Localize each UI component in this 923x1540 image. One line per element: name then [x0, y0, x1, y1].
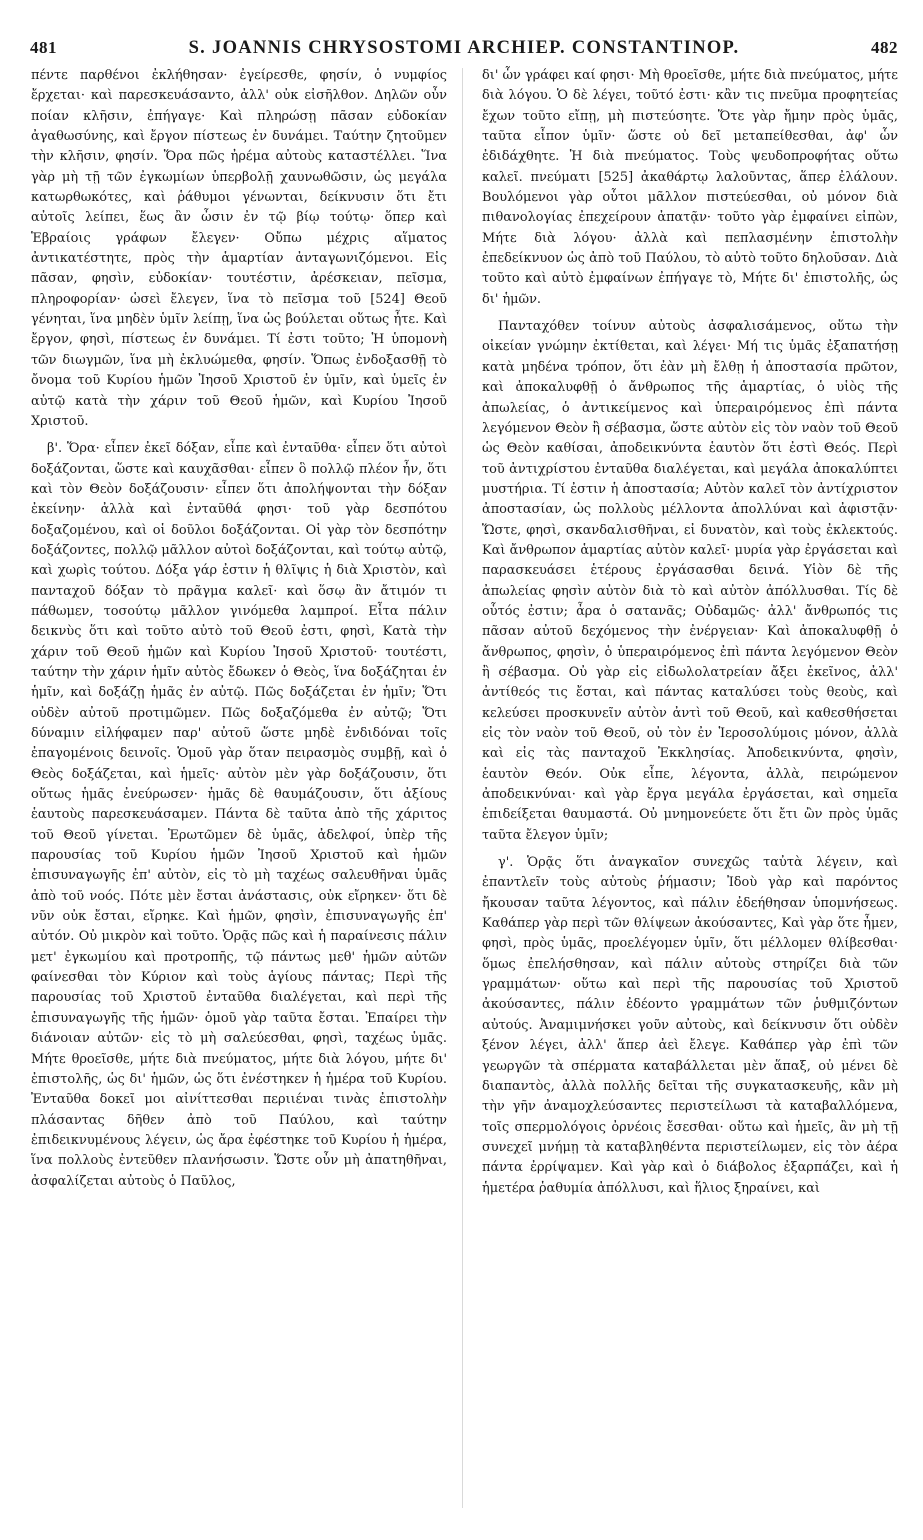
right-paragraph-1: δι' ὧν γράφει καί φησι· Μὴ θροεῖσθε, μήτε διὰ πνεύματος, μήτε διὰ λόγου. Ὁ δὲ λέγει, τοῦτό ἐστι· κἂν τις πνεῦμα προφητείας ἔχων τοῦτο εἴπῃ, μὴ πιστεύσητε. Ὅτε γὰρ ἤμην πρὸς ὑμᾶς, ταῦτα εἶπον ὑμῖν· ὥστε οὐ δεῖ μεταπείθεσθαι, ἀφ' ὧν ἐδιδάχθητε. Ἡ διὰ πνεύματος. Τοὺς ψευδοπροφήτας οὕτω καλεῖ. πνεύματι [525] ἀκαθάρτῳ λαλοῦντας, ἅπερ ἐλάλουν. Βουλόμενοι γὰρ οὗτοι μᾶλλον πιστεύεσθαι, οὐ μόνον διὰ πιθανολογίας ἐπεχείρουν ἀπατᾷν· τοῦτο γὰρ ἐμφαίνει εἰπὼν, Μήτε διὰ λόγου· ἀλλὰ καὶ πεπλασμένην ἐπιστολὴν ἐπεδείκνυον ὡς ἀπὸ τοῦ Παύλου, τὸ αὐτὸ τοῦτο δηλοῦσαν. Διὰ τοῦτο καὶ αὐτὸ ἐμφαίνων ἐπήγαγε τὸ, Μήτε δι' ἐπιστολῆς, ὡς δι' ἡμῶν. — [482, 68, 898, 307]
running-header — [30, 34, 898, 62]
right-paragraph-3: γ'. Ὁρᾷς ὅτι ἀναγκαῖον συνεχῶς ταὐτὰ λέγειν, καὶ ἐπαντλεῖν τοὺς αὐτοὺς ῥήμασιν; Ἰδοὺ γὰρ καὶ παρόντος ἤκουσαν ταῦτα λέγοντος, καὶ πάλιν ἐδεήθησαν ὑπομνήσεως. Καθάπερ γὰρ περὶ τῶν θλίψεων ἀκούσαντες, Καὶ γὰρ ὅτε ἦμεν, φησὶ, πρὸς ὑμᾶς, προελέγομεν ὑμῖν, ὅτι μέλλομεν θλίβεσθαι· ὅμως ἐπελήσθησαν, καὶ πάλιν αὐτοὺς στηρίζει διὰ τῶν γραμμάτων· οὕτω καὶ περὶ τῆς παρουσίας τοῦ Χριστοῦ ἀκούσαντες, πάλιν ἐδέοντο γραμμάτων τῶν ῥυθμιζόντων αὐτούς. Ἀναμιμνήσκει γοῦν αὐτοὺς, καὶ δείκνυσιν ὅτι οὐδὲν ξένον λέγει, ἀλλ' ἅπερ ἀεὶ ἔλεγε. Καθάπερ γὰρ ἐπὶ τῶν γεωργῶν τὰ σπέρματα καταβάλλεται μὲν ἅπαξ, οὐ μένει δὲ διαπαντὸς, ἀλλὰ πολλῆς δεῖται τῆς συγκατασκευῆς, κἂν μὴ τὴν γῆν ἀναμοχλεύσαντες περιστείλωσι τὰ καταβαλλόμενα, τοῖς σπερμολόγοις ὀρνέοις ἔσεσθαι· οὕτω καὶ ἡμεῖς, ἂν μὴ τῇ συνεχεῖ μνήμῃ τὰ καταβληθέντα περιστείλωμεν, εἰς τὸν ἀέρα πάντα ἐρρίψαμεν. Καὶ γὰρ καὶ ὁ διάβολος ἐξαρπάζει, καὶ ἡ ἡμετέρα ῥαθυμία ἀπόλλυσι, καὶ ἥλιος ξηραίνει, καὶ — [482, 855, 898, 1196]
left-text-column — [31, 66, 447, 1192]
column-divider — [462, 68, 463, 1508]
right-paragraph-2: Πανταχόθεν τοίνυν αὐτοὺς ἀσφαλισάμενος, οὕτω τὴν οἰκείαν γνώμην ἐκτίθεται, καὶ λέγει· Μή τις ὑμᾶς ἐξαπατήσῃ κατὰ μηδένα τρόπον, ὅτι ἐὰν μὴ ἔλθῃ ἡ ἀποστασία πρῶτον, καὶ ἀποκαλυφθῇ ὁ ἄνθρωπος τῆς ἁμαρτίας, ὁ υἱὸς τῆς ἀπωλείας, ὁ ἀντικείμενος καὶ ὑπεραιρόμενος ἐπὶ πάντα λεγόμενον Θεὸν ἢ σέβασμα, ὥστε αὐτὸν εἰς τὸν ναὸν τοῦ Θεοῦ ὡς Θεὸν καθίσαι, ἀποδεικνύντα ἑαυτὸν ὅτι ἐστὶ Θεός. Περὶ τοῦ ἀντιχρίστου ἐνταῦθα διαλέγεται, καὶ μεγάλα ἀποκαλύπτει μυστήρια. Τί ἐστιν ἡ ἀποστασία; Αὐτὸν καλεῖ τὸν ἀντίχριστον ἀποστασίαν, ὡς πολλοὺς μέλλοντα ἀπολλύναι καὶ ἀφιστᾷν· Ὥστε, φησὶ, σκανδαλισθῆναι, εἰ δυνατὸν, καὶ τοὺς ἐκλεκτούς. Καὶ ἄνθρωπον ἁμαρτίας αὐτὸν καλεῖ· μυρία γὰρ ἐργάσεται καὶ παρασκευάσει ἑτέρους ἐργάσασθαι δεινά. Υἱὸν δὲ τῆς ἀπωλείας φησὶν αὐτὸν διὰ τὸ καὶ αὐτὸν ἀπόλλυσθαι. Τίς δὲ οὗτός ἐστιν; ἆρα ὁ σατανᾶς; Οὐδαμῶς· ἀλλ' ἄνθρωπός τις πᾶσαν αὐτοῦ δεχόμενος τὴν ἐνέργειαν· Καὶ ἀποκαλυφθῇ ὁ ἄνθρωπος, φησὶν, ὁ ὑπεραιρόμενος ἐπὶ πάντα λεγόμενον Θεὸν ἢ σέβασμα. Οὐ γὰρ εἰς εἰδωλολατρείαν ἄξει ἐκεῖνος, ἀλλ' ἀντίθεός τις ἔσται, καὶ πάντας καταλύσει τοὺς θεοὺς, καὶ κελεύσει προσκυνεῖν αὐτὸν ἀντὶ τοῦ Θεοῦ, καὶ καθεσθήσεται εἰς τὸν ναὸν τοῦ Θεοῦ, οὐ τὸν ἐν Ἱεροσολύμοις μόνον, ἀλλὰ καὶ εἰς τὰς πανταχοῦ Ἐκκλησίας. Ἀποδεικνύντα, φησὶν, ἑαυτὸν Θεόν. Οὐκ εἶπε, λέγοντα, ἀλλὰ, πειρώμενον ἀποδεικνύναι· καὶ γὰρ ἔργα μεγάλα ἐργάσεται, καὶ σημεῖα ἐπιδείξεται θαυμαστά. Οὐ μνημονεύετε ὅτι ἔτι ὢν πρὸς ὑμᾶς ταῦτα ἔλεγον ὑμῖν; — [482, 319, 898, 843]
right-text-column — [482, 66, 898, 1199]
left-paragraph-2: β'. Ὅρα· εἶπεν ἐκεῖ δόξαν, εἶπε καὶ ἐνταῦθα· εἶπεν ὅτι αὐτοὶ δοξάζονται, ὥστε καὶ καυχᾶσθαι· εἶπεν ὃ πολλῷ πλέον ἦν, ὅτι καὶ τὸν Θεὸν δοξάζουσιν· εἶπεν ὅτι ἀπολήψονται τὴν δόξαν ἐκείνην· ἀλλὰ καὶ ἐνταῦθά φησι· τοῦ γὰρ δεσπότου δοξαζομένου, καὶ οἱ δοῦλοι δοξάζονται. Οἱ γὰρ τὸν δεσπότην δοξάζοντες, πολλῷ μᾶλλον αὐτοὶ δοξάζονται, καὶ τούτῳ αὐτῷ, καὶ χωρὶς τούτου. Δόξα γάρ ἐστιν ἡ θλῖψις ἡ διὰ Χριστὸν, καὶ πανταχοῦ δόξαν τὸ πρᾶγμα καλεῖ· καὶ ὅσῳ ἂν ἄτιμόν τι πάθωμεν, τοσούτῳ μᾶλλον γινόμεθα λαμπροί. Εἶτα πάλιν δεικνὺς ὅτι καὶ τοῦτο αὐτὸ τοῦ Θεοῦ ἐστι, φησὶ, Κατὰ τὴν χάριν τοῦ Θεοῦ ἡμῶν καὶ Κυρίου Ἰησοῦ Χριστοῦ· τουτέστι, ταύτην τὴν χάριν ἡμῖν αὐτὸς ἔδωκεν ὁ Θεὸς, ἵνα δοξάζηται ἐν ἡμῖν, καὶ δοξάζῃ ἡμᾶς ἐν αὐτῷ. Πῶς δοξάζεται ἐν ἡμῖν; Ὅτι οὐδὲν αὐτοῦ προτιμῶμεν. Πῶς δοξαζόμεθα ἐν αὐτῷ; Ὅτι δύναμιν εἰλήφαμεν παρ' αὐτοῦ ὥστε μηδὲ ἐνδιδόναι τοῖς ἐπαγομένοις δεινοῖς. Ὁμοῦ γὰρ ὅταν πειρασμὸς συμβῇ, καὶ ὁ Θεὸς δοξάζεται, καὶ ἡμεῖς· αὐτὸν μὲν γὰρ δοξάζουσιν, ὅτι οὕτως ἡμᾶς ἐνεύρωσεν· ἡμᾶς δὲ θαυμάζουσιν, ὅτι ἀξίους ἑαυτοὺς παρεσκευάσαμεν. Πάντα δὲ ταῦτα ἀπὸ τῆς χάριτος τοῦ Θεοῦ γίνεται. Ἐρωτῶμεν δὲ ὑμᾶς, ἀδελφοί, ὑπὲρ τῆς παρουσίας τοῦ Κυρίου ἡμῶν Ἰησοῦ Χριστοῦ καὶ ἡμῶν ἐπισυναγωγῆς ἐπ' αὐτὸν, εἰς τὸ μὴ ταχέως σαλευθῆναι ὑμᾶς ἀπὸ τοῦ νοός. Πότε μὲν ἔσται ἀνάστασις, οὐκ εἴρηκεν· ὅτι δὲ νῦν οὐκ ἔσται, εἴρηκε. Καὶ ἡμῶν, φησὶν, ἐπισυναγωγῆς ἐπ' αὐτόν. Οὐ μικρὸν καὶ τοῦτο. Ὁρᾷς πῶς καὶ ἡ παραίνεσις πάλιν μετ' ἐγκωμίου καὶ προτροπῆς, τῷ πάντως μεθ' ἡμῶν αὐτῶν φαίνεσθαι τὸν Κύριον καὶ τοὺς ἁγίους πάντας; Περὶ τῆς παρουσίας τοῦ Χριστοῦ ἐνταῦθα διαλέγεται, καὶ περὶ τῆς ἐπισυναγωγῆς τῆς ἡμῶν· ὁμοῦ γὰρ ταῦτα ἔσται. Ἐπαίρει τὴν διάνοιαν αὐτῶν· εἰς τὸ μὴ σαλεύεσθαι, φησὶ, ταχέως ὑμᾶς. Μήτε θροεῖσθε, μήτε διὰ πνεύματος, μήτε διὰ λόγου, μήτε δι' ἐπιστολῆς, ὡς δι' ἡμῶν, ὡς ὅτι ἐνέστηκεν ἡ ἡμέρα τοῦ Κυρίου. Ἐνταῦθα δοκεῖ μοι αἰνίττεσθαι περιιέναι τινὰς ἐπιστολὴν πλάσαντας δῆθεν ἀπὸ τοῦ Παύλου, καὶ ταύτην ἐπιδεικνυμένους λέγειν, ὡς ἄρα ἐφέστηκε τοῦ Κυρίου ἡ ἡμέρα, ἵνα πολλοὺς ἐντεῦθεν πλανήσωσιν. Ὥστε οὖν μὴ ἀπατηθῆναι, ἀσφαλίζεται αὐτοὺς ὁ Παῦλος, — [31, 441, 447, 1189]
page-number-right: 482 — [870, 38, 898, 57]
left-paragraph-1: πέντε παρθένοι ἐκλήθησαν· ἐγείρεσθε, φησίν, ὁ νυμφίος ἔρχεται· καὶ παρεσκευάσαντο, ἀλλ' οὐκ εἰσῆλθον. Δηλῶν οὖν ποίαν κλῆσιν, ἐπήγαγε· Καὶ πληρώσῃ πᾶσαν εὐδοκίαν ἀγαθωσύνης, καὶ ἔργον πίστεως ἐν δυνάμει. Ταύτην ζητοῦμεν τὴν κλῆσιν, φησίν. Ὅρα πῶς ἠρέμα αὐτοὺς καταστέλλει. Ἵνα γὰρ μὴ τῇ τῶν ἐγκωμίων ὑπερβολῇ χαυνωθῶσιν, ὡς μεγάλα κατωρθωκότες, καὶ ῥάθυμοι γένωνται, δείκνυσιν ὅτι ἔτι αὐτοῖς λείπει, ἕως ἂν ὦσιν ἐν τῷ βίῳ τούτῳ· ὅπερ καὶ Ἑβραίοις γράφων ἔλεγεν· Οὔπω μέχρις αἵματος ἀντικατέστητε, πρὸς τὴν ἁμαρτίαν ἀνταγωνιζόμενοι. Εἰς πᾶσαν, φησὶν, εὐδοκίαν· τουτέστιν, ἀρέσκειαν, πεῖσμα, πληροφορίαν· ὡσεὶ ἔλεγεν, ἵνα τὸ πεῖσμα τοῦ [524] Θεοῦ γένηται, ἵνα μηδὲν ὑμῖν λείπῃ, ἵνα ὡς βούλεται οὕτως ἦτε. Καὶ ἔργον, φησὶ, πίστεως ἐν δυνάμει. Τί ἐστι τοῦτο; Ἡ ὑπομονὴ τῶν διωγμῶν, ἵνα μὴ ἐκλυώμεθα, φησίν. Ὅπως ἐνδοξασθῇ τὸ ὄνομα τοῦ Κυρίου ἡμῶν Ἰησοῦ Χριστοῦ ἐν ὑμῖν, καὶ ὑμεῖς ἐν αὐτῷ κατὰ τὴν χάριν τοῦ Θεοῦ ἡμῶν, καὶ Κυρίου Ἰησοῦ Χριστοῦ. — [31, 68, 447, 429]
running-title: S. JOANNIS CHRYSOSTOMI ARCHIEP. CONSTANTINOP. — [188, 37, 740, 58]
page-number-left: 481 — [30, 38, 57, 57]
